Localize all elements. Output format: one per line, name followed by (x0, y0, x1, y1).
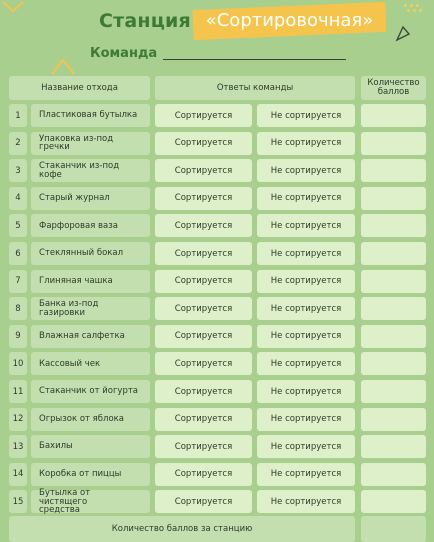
answer-not-sorted[interactable]: Не сортируется (257, 435, 355, 458)
answer-not-sorted[interactable]: Не сортируется (257, 463, 355, 486)
points-cell[interactable] (361, 159, 426, 182)
team-label: Команда (90, 46, 158, 61)
points-cell[interactable] (361, 325, 426, 348)
station-title (0, 4, 434, 38)
answer-not-sorted[interactable]: Не сортируется (257, 270, 355, 293)
answer-sorted[interactable]: Сортируется (155, 159, 252, 182)
points-cell[interactable] (361, 380, 426, 403)
answer-sorted[interactable]: Сортируется (155, 435, 252, 458)
row-number: 11 (9, 380, 27, 403)
points-cell[interactable] (361, 242, 426, 265)
answer-sorted[interactable]: Сортируется (155, 490, 252, 513)
waste-name: Кассовый чек (31, 352, 150, 375)
points-cell[interactable] (361, 132, 426, 155)
answer-sorted[interactable]: Сортируется (155, 270, 252, 293)
team-name-line[interactable] (163, 59, 346, 60)
row-number: 5 (9, 214, 27, 237)
answer-sorted[interactable]: Сортируется (155, 325, 252, 348)
row-number: 7 (9, 270, 27, 293)
answer-not-sorted[interactable]: Не сортируется (257, 214, 355, 237)
points-cell[interactable] (361, 463, 426, 486)
row-number: 4 (9, 187, 27, 210)
row-number: 9 (9, 325, 27, 348)
answer-not-sorted[interactable]: Не сортируется (257, 187, 355, 210)
row-number: 12 (9, 408, 27, 431)
row-number: 14 (9, 463, 27, 486)
waste-name: Упаковка из-под гречки (31, 132, 150, 155)
answer-sorted[interactable]: Сортируется (155, 380, 252, 403)
answer-sorted[interactable]: Сортируется (155, 408, 252, 431)
answer-not-sorted[interactable]: Не сортируется (257, 104, 355, 127)
waste-name: Банка из-под газировки (31, 297, 150, 320)
points-cell[interactable] (361, 435, 426, 458)
waste-name: Глиняная чашка (31, 270, 150, 293)
waste-name: Фарфоровая ваза (31, 214, 150, 237)
points-cell[interactable] (361, 270, 426, 293)
row-number: 8 (9, 297, 27, 320)
waste-name: Старый журнал (31, 187, 150, 210)
triangle-icon (395, 26, 411, 42)
row-number: 6 (9, 242, 27, 265)
points-cell[interactable] (361, 408, 426, 431)
answer-not-sorted[interactable]: Не сортируется (257, 325, 355, 348)
answer-not-sorted[interactable]: Не сортируется (257, 297, 355, 320)
row-number: 2 (9, 132, 27, 155)
station-label: Станция (99, 10, 191, 32)
station-name: «Сортировочная» (205, 10, 374, 31)
answer-sorted[interactable]: Сортируется (155, 463, 252, 486)
points-cell[interactable] (361, 104, 426, 127)
answer-not-sorted[interactable]: Не сортируется (257, 242, 355, 265)
answer-sorted[interactable]: Сортируется (155, 132, 252, 155)
waste-name: Стаканчик от йогурта (31, 380, 150, 403)
waste-name: Стаканчик из-под кофе (31, 159, 150, 182)
decorative-dots (404, 4, 426, 18)
row-number: 1 (9, 104, 27, 127)
points-cell[interactable] (361, 214, 426, 237)
row-number: 15 (9, 490, 27, 513)
chevron-icon (50, 56, 76, 76)
waste-name: Пластиковая бутылка (31, 104, 150, 127)
answer-not-sorted[interactable]: Не сортируется (257, 132, 355, 155)
footer-station-total: Количество баллов за станцию (9, 516, 355, 542)
waste-name: Стеклянный бокал (31, 242, 150, 265)
waste-name: Влажная салфетка (31, 325, 150, 348)
answer-not-sorted[interactable]: Не сортируется (257, 408, 355, 431)
header-team-answers: Ответы команды (155, 76, 355, 100)
row-number: 10 (9, 352, 27, 375)
answer-sorted[interactable]: Сортируется (155, 297, 252, 320)
total-score-cell[interactable] (361, 516, 426, 542)
answer-not-sorted[interactable]: Не сортируется (257, 159, 355, 182)
chevron-icon (2, 0, 24, 14)
waste-name: Огрызок от яблока (31, 408, 150, 431)
waste-name: Бутылка от чистящего средства (31, 490, 150, 513)
answer-sorted[interactable]: Сортируется (155, 187, 252, 210)
header-points: Количество баллов (361, 76, 426, 100)
answer-sorted[interactable]: Сортируется (155, 242, 252, 265)
answer-not-sorted[interactable]: Не сортируется (257, 490, 355, 513)
answer-not-sorted[interactable]: Не сортируется (257, 352, 355, 375)
answer-not-sorted[interactable]: Не сортируется (257, 380, 355, 403)
points-cell[interactable] (361, 490, 426, 513)
points-cell[interactable] (361, 352, 426, 375)
points-cell[interactable] (361, 297, 426, 320)
header-waste-name: Название отхода (9, 76, 150, 100)
row-number: 3 (9, 159, 27, 182)
answer-sorted[interactable]: Сортируется (155, 352, 252, 375)
answer-sorted[interactable]: Сортируется (155, 104, 252, 127)
answer-sorted[interactable]: Сортируется (155, 214, 252, 237)
row-number: 13 (9, 435, 27, 458)
points-cell[interactable] (361, 187, 426, 210)
waste-name: Коробка от пиццы (31, 463, 150, 486)
waste-name: Бахилы (31, 435, 150, 458)
